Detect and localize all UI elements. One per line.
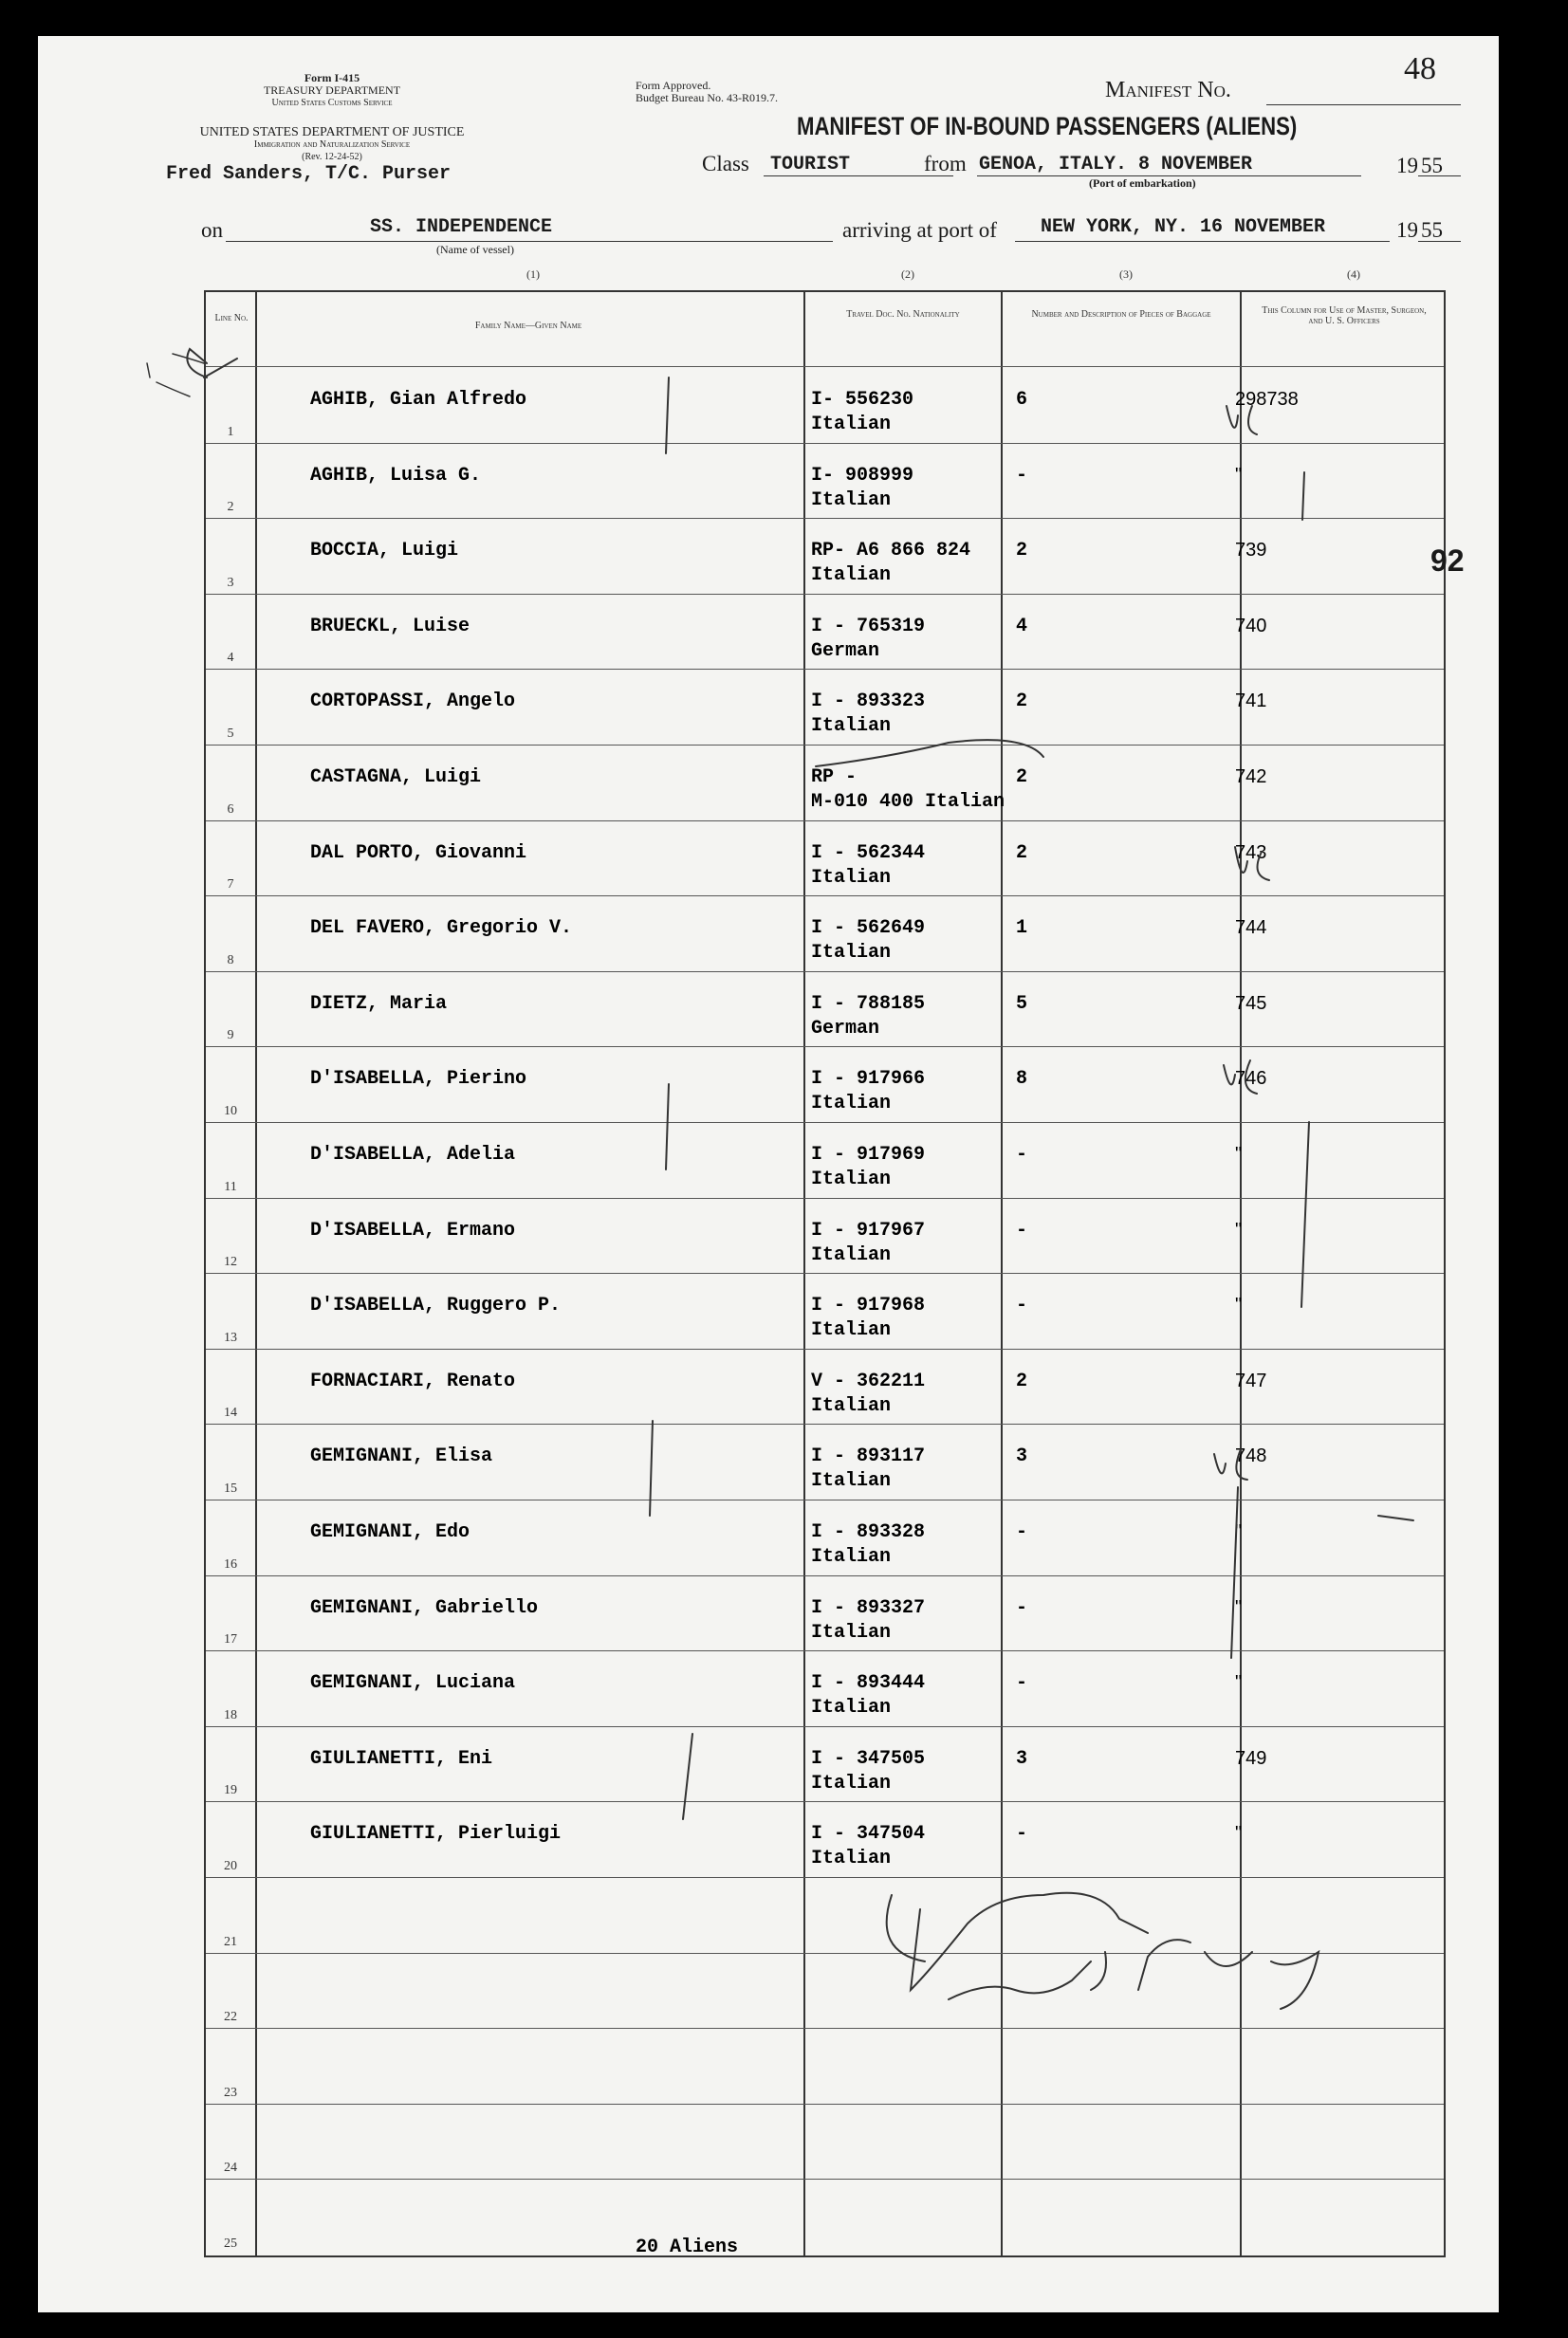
travel-doc-number: I - 917968 xyxy=(811,1295,926,1317)
purser-name: Fred Sanders, T/C. Purser xyxy=(166,163,452,185)
table-row xyxy=(206,2029,1444,2105)
nationality: Italian xyxy=(811,1697,892,1720)
form-approved: Form Approved. xyxy=(636,79,711,92)
customs-service: United States Customs Service xyxy=(271,98,393,108)
baggage-count: 8 xyxy=(1015,1068,1027,1091)
budget-bureau: Budget Bureau No. 43-R019.7. xyxy=(636,91,778,104)
baggage-count: 3 xyxy=(1015,1747,1027,1770)
official-mark: " xyxy=(1235,1219,1243,1241)
table-row xyxy=(206,1123,1444,1199)
baggage-count: - xyxy=(1015,1295,1027,1317)
travel-doc-number: I - 917967 xyxy=(811,1219,926,1242)
nationality: Italian xyxy=(811,1621,892,1644)
passenger-name: D'ISABELLA, Ruggero P. xyxy=(310,1295,562,1317)
line-number: 3 xyxy=(227,575,234,590)
table-row xyxy=(206,972,1444,1048)
travel-doc-number: I - 562344 xyxy=(811,841,926,864)
passenger-name: CASTAGNA, Luigi xyxy=(310,766,482,788)
official-mark: 743 xyxy=(1235,841,1267,863)
official-mark: 746 xyxy=(1235,1068,1267,1090)
table-row xyxy=(206,2105,1444,2181)
line-number: 2 xyxy=(227,500,234,515)
nationality: Italian xyxy=(811,488,892,511)
travel-doc-number: I - 562649 xyxy=(811,917,926,940)
line-number: 10 xyxy=(224,1103,237,1118)
table-row xyxy=(206,1878,1444,1954)
justice-block xyxy=(190,126,474,163)
passenger-name: AGHIB, Luisa G. xyxy=(310,464,482,487)
travel-doc-number: I- 908999 xyxy=(811,464,914,487)
table-row xyxy=(206,896,1444,972)
baggage-count: 2 xyxy=(1015,690,1027,713)
class-label: Class xyxy=(702,152,749,175)
baggage-count: 2 xyxy=(1015,1370,1027,1392)
line-number: 23 xyxy=(224,2085,237,2100)
year-prefix: 19 xyxy=(1396,154,1418,177)
line-number: 1 xyxy=(227,424,234,439)
port-caption: (Port of embarkation) xyxy=(1089,176,1196,190)
baggage-count: - xyxy=(1015,1144,1027,1166)
nationality: Italian xyxy=(811,1772,892,1795)
passenger-name: D'ISABELLA, Ermano xyxy=(310,1219,516,1242)
line-number: 4 xyxy=(227,651,234,666)
passenger-name: GIULIANETTI, Pierluigi xyxy=(310,1823,562,1846)
table-row xyxy=(206,595,1444,671)
table-row xyxy=(206,519,1444,595)
official-mark: 749 xyxy=(1235,1747,1267,1769)
line-number: 25 xyxy=(224,2236,237,2251)
line-number: 7 xyxy=(227,877,234,893)
column-number-3: (3) xyxy=(1119,267,1133,281)
table-row xyxy=(206,1954,1444,2030)
nationality: Italian xyxy=(811,1243,892,1266)
travel-doc-number: I - 917969 xyxy=(811,1144,926,1166)
budget-block xyxy=(636,80,825,104)
passenger-name: DAL PORTO, Giovanni xyxy=(310,841,527,864)
alien-count: 20 Aliens xyxy=(636,2237,739,2258)
line-number: 11 xyxy=(224,1179,237,1194)
baggage-count: 4 xyxy=(1015,615,1027,637)
official-mark: " xyxy=(1235,1596,1243,1618)
baggage-count: 6 xyxy=(1015,389,1027,411)
line-number: 6 xyxy=(227,801,234,817)
line-number: 20 xyxy=(224,1858,237,1873)
nationality: Italian xyxy=(811,1093,892,1115)
travel-doc-number: I - 893328 xyxy=(811,1521,926,1543)
travel-doc-number: V - 362211 xyxy=(811,1370,926,1392)
passenger-name: AGHIB, Gian Alfredo xyxy=(310,389,527,411)
class-value: TOURIST xyxy=(770,154,851,175)
official-mark: 298738 xyxy=(1235,389,1299,410)
official-mark: " xyxy=(1235,1144,1243,1165)
arrival-value: NEW YORK, NY. 16 NOVEMBER xyxy=(1041,216,1326,238)
line-number: 13 xyxy=(224,1330,237,1345)
nationality: Italian xyxy=(811,715,892,738)
header-official-use: This Column for Use of Master, Surgeon, and U. S. Officers xyxy=(1262,305,1427,326)
passenger-name: GEMIGNANI, Edo xyxy=(310,1521,470,1543)
line-number: 8 xyxy=(227,952,234,967)
baggage-count: 2 xyxy=(1015,766,1027,788)
nationality: German xyxy=(811,639,880,662)
official-mark: " xyxy=(1235,1295,1243,1316)
table-row xyxy=(206,1350,1444,1426)
treasury-dept: TREASURY DEPARTMENT xyxy=(263,83,401,97)
baggage-count: - xyxy=(1015,1219,1027,1242)
baggage-count: 2 xyxy=(1015,841,1027,864)
baggage-count: - xyxy=(1015,1521,1027,1543)
table-row xyxy=(206,1651,1444,1727)
manifest-title: MANIFEST OF IN-BOUND PASSENGERS (ALIENS) xyxy=(797,112,1298,140)
nationality: German xyxy=(811,1017,880,1040)
nationality: Italian xyxy=(811,414,892,435)
passenger-name: DIETZ, Maria xyxy=(310,992,448,1015)
official-mark: " xyxy=(1235,1672,1243,1694)
travel-doc-number: RP - xyxy=(811,766,858,788)
passenger-name: GEMIGNANI, Gabriello xyxy=(310,1596,539,1619)
passenger-name: CORTOPASSI, Angelo xyxy=(310,690,516,713)
ins-service: Immigration and Naturalization Service xyxy=(253,139,411,150)
column-number-2: (2) xyxy=(901,267,914,281)
nationality: Italian xyxy=(811,564,892,587)
table-row xyxy=(206,1199,1444,1275)
manifest-number-line xyxy=(1266,104,1461,105)
table-row xyxy=(206,444,1444,520)
table-row xyxy=(206,1047,1444,1123)
year-value: 55 xyxy=(1421,154,1443,177)
official-mark: 742 xyxy=(1235,766,1267,787)
travel-doc-number: I - 893327 xyxy=(811,1596,926,1619)
header-travel-doc: Travel Doc. No. Nationality xyxy=(846,309,960,320)
passenger-name: BOCCIA, Luigi xyxy=(310,540,459,562)
arriving-label: arriving at port of xyxy=(842,218,997,242)
line-number: 18 xyxy=(224,1707,237,1722)
line-number: 15 xyxy=(224,1481,237,1496)
travel-doc-number: I - 893444 xyxy=(811,1672,926,1695)
passenger-name: D'ISABELLA, Pierino xyxy=(310,1068,527,1091)
table-row xyxy=(206,1576,1444,1652)
line-number: 17 xyxy=(224,1632,237,1648)
official-mark: 745 xyxy=(1235,992,1267,1014)
nationality: Italian xyxy=(811,942,892,965)
travel-doc-number: I- 556230 xyxy=(811,389,914,411)
baggage-count: - xyxy=(1015,464,1027,487)
table-row xyxy=(206,2180,1444,2255)
arrival-year-prefix: 19 xyxy=(1396,218,1418,242)
manifest-number-label: Manifest No. xyxy=(1105,78,1231,102)
passenger-name: FORNACIARI, Renato xyxy=(310,1370,516,1392)
line-number: 5 xyxy=(227,726,234,741)
passenger-name: DEL FAVERO, Gregorio V. xyxy=(310,917,573,940)
table-row xyxy=(206,1500,1444,1576)
passenger-name: GEMIGNANI, Elisa xyxy=(310,1445,493,1468)
official-mark: " xyxy=(1235,1823,1243,1845)
line-number: 21 xyxy=(224,1934,237,1949)
official-mark: 739 xyxy=(1235,540,1267,561)
table-row xyxy=(206,1425,1444,1500)
line-number: 24 xyxy=(224,2161,237,2176)
arrival-year: 55 xyxy=(1421,218,1443,242)
table-row xyxy=(206,368,1444,444)
arrival-line xyxy=(1015,241,1390,242)
manifest-page xyxy=(38,36,1499,2312)
baggage-count: 3 xyxy=(1015,1445,1027,1468)
travel-doc-number: I - 893117 xyxy=(811,1445,926,1468)
table-row xyxy=(206,746,1444,821)
official-mark: 741 xyxy=(1235,690,1267,712)
table-row xyxy=(206,1802,1444,1878)
form-revision: (Rev. 12-24-52) xyxy=(302,152,362,162)
travel-doc-number: I - 893323 xyxy=(811,690,926,713)
nationality: Italian xyxy=(811,1470,892,1493)
travel-doc-number: RP- A6 866 824 xyxy=(811,540,971,562)
vessel-caption: (Name of vessel) xyxy=(436,243,514,256)
column-number-1: (1) xyxy=(526,267,540,281)
nationality: Italian xyxy=(811,1848,892,1870)
line-number: 16 xyxy=(224,1556,237,1572)
official-mark: " xyxy=(1235,1521,1243,1542)
from-label: from xyxy=(924,152,967,175)
nationality: M-010 400 Italian xyxy=(811,791,1005,813)
vessel-line xyxy=(226,241,833,242)
justice-dept: UNITED STATES DEPARTMENT OF JUSTICE xyxy=(199,125,465,139)
line-number: 12 xyxy=(224,1255,237,1270)
travel-doc-number: I - 347505 xyxy=(811,1747,926,1770)
passenger-name: BRUECKL, Luise xyxy=(310,615,470,637)
form-number: Form I-415 xyxy=(304,71,360,84)
nationality: Italian xyxy=(811,1546,892,1568)
line-number: 9 xyxy=(227,1028,234,1043)
baggage-count: - xyxy=(1015,1596,1027,1619)
passenger-name: D'ISABELLA, Adelia xyxy=(310,1144,516,1166)
official-mark: 748 xyxy=(1235,1445,1267,1467)
travel-doc-number: I - 765319 xyxy=(811,615,926,637)
baggage-count: 1 xyxy=(1015,917,1027,940)
baggage-count: 2 xyxy=(1015,540,1027,562)
side-note: 92 xyxy=(1430,543,1465,578)
baggage-count: - xyxy=(1015,1672,1027,1695)
form-agency-block xyxy=(199,72,465,109)
header-baggage: Number and Description of Pieces of Baggage xyxy=(1031,309,1211,320)
line-number: 14 xyxy=(224,1406,237,1421)
header-line-no: Line No. xyxy=(214,313,249,323)
baggage-count: - xyxy=(1015,1823,1027,1846)
passenger-name: GIULIANETTI, Eni xyxy=(310,1747,493,1770)
column-number-4: (4) xyxy=(1347,267,1360,281)
nationality: Italian xyxy=(811,1319,892,1342)
from-value: GENOA, ITALY. 8 NOVEMBER xyxy=(979,154,1253,175)
nationality: Italian xyxy=(811,866,892,889)
travel-doc-number: I - 788185 xyxy=(811,992,926,1015)
table-row xyxy=(206,1727,1444,1803)
baggage-count: 5 xyxy=(1015,992,1027,1015)
travel-doc-number: I - 347504 xyxy=(811,1823,926,1846)
table-row xyxy=(206,821,1444,897)
vessel-name: SS. INDEPENDENCE xyxy=(370,216,553,238)
travel-doc-number: I - 917966 xyxy=(811,1068,926,1091)
passenger-table xyxy=(204,290,1446,2257)
passenger-name: GEMIGNANI, Luciana xyxy=(310,1672,516,1695)
line-number: 22 xyxy=(224,2010,237,2025)
line-number: 19 xyxy=(224,1783,237,1798)
table-row xyxy=(206,1274,1444,1350)
manifest-number-value: 48 xyxy=(1404,51,1436,86)
table-row xyxy=(206,670,1444,746)
official-mark: " xyxy=(1235,464,1243,486)
header-name: Family Name—Given Name xyxy=(474,321,582,331)
on-label: on xyxy=(201,218,223,242)
official-mark: 744 xyxy=(1235,917,1267,939)
official-mark: 747 xyxy=(1235,1370,1267,1391)
nationality: Italian xyxy=(811,1169,892,1190)
header-rule xyxy=(206,366,1444,367)
nationality: Italian xyxy=(811,1394,892,1417)
official-mark: 740 xyxy=(1235,615,1267,636)
